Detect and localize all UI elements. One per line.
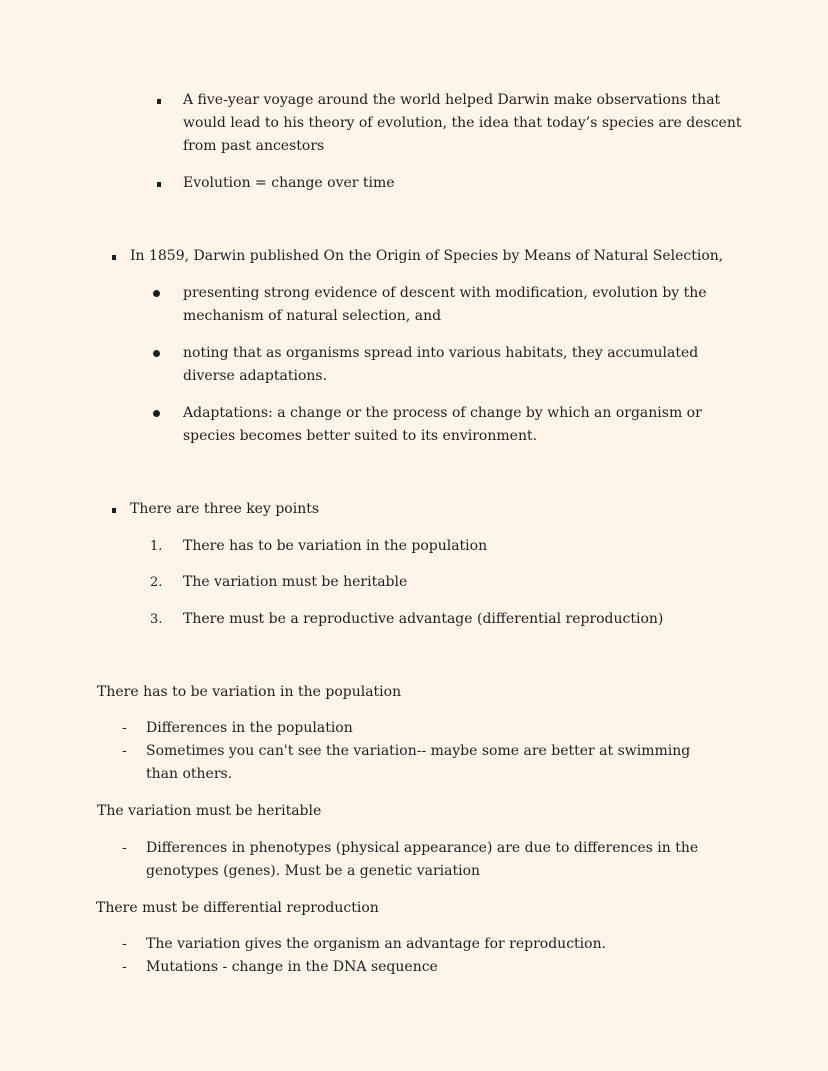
detail-heading: There has to be variation in the population (97, 684, 402, 700)
dash-item-text: Mutations - change in the DNA sequence (146, 959, 438, 975)
dash-bullet-icon: - (122, 959, 127, 975)
bullet-text: noting that as organisms spread into various habitats, they accumulated diverse adaptations. (183, 345, 699, 384)
numbered-item-text: There has to be variation in the population (183, 538, 488, 554)
detail-heading: The variation must be heritable (97, 803, 322, 819)
square-bullet-icon (112, 255, 116, 260)
section-heading: In 1859, Darwin published On the Origin of Species by Means of Natural Selection, (130, 248, 724, 264)
dash-bullet-icon: - (122, 936, 127, 952)
square-bullet-icon (157, 182, 161, 187)
dash-bullet-icon: - (122, 743, 127, 759)
round-bullet-icon (153, 410, 160, 417)
bullet-text: Adaptations: a change or the process of change by which an organism or species becomes better suited to its environment. (183, 405, 702, 444)
numbered-item-text: The variation must be heritable (183, 574, 408, 590)
section-heading: There are three key points (130, 501, 320, 517)
dash-bullet-icon: - (122, 840, 127, 856)
dash-bullet-icon: - (122, 720, 127, 736)
square-bullet-icon (112, 508, 116, 513)
bullet-text: A five-year voyage around the world helped Darwin make observations that would lead to his theory of evolution, the idea that today’s species are descent from past ancestors (183, 92, 742, 154)
round-bullet-icon (153, 350, 160, 357)
detail-heading: There must be differential reproduction (96, 900, 379, 916)
list-number: 1. (150, 539, 163, 554)
dash-item-text: Differences in the population (146, 720, 353, 736)
dash-item-text: The variation gives the organism an advantage for reproduction. (146, 936, 607, 952)
list-number: 2. (150, 575, 163, 590)
numbered-item-text: There must be a reproductive advantage (differential reproduction) (183, 611, 664, 627)
round-bullet-icon (153, 290, 160, 297)
square-bullet-icon (157, 99, 161, 104)
bullet-text: presenting strong evidence of descent with modification, evolution by the mechanism of natural selection, and (183, 285, 707, 324)
dash-item-text: Sometimes you can't see the variation-- maybe some are better at swimming than others. (146, 743, 691, 782)
bullet-text: Evolution = change over time (183, 175, 395, 191)
dash-item-text: Differences in phenotypes (physical appearance) are due to differences in the genotypes (genes). Must be a genetic variation (146, 840, 699, 879)
list-number: 3. (150, 612, 163, 627)
